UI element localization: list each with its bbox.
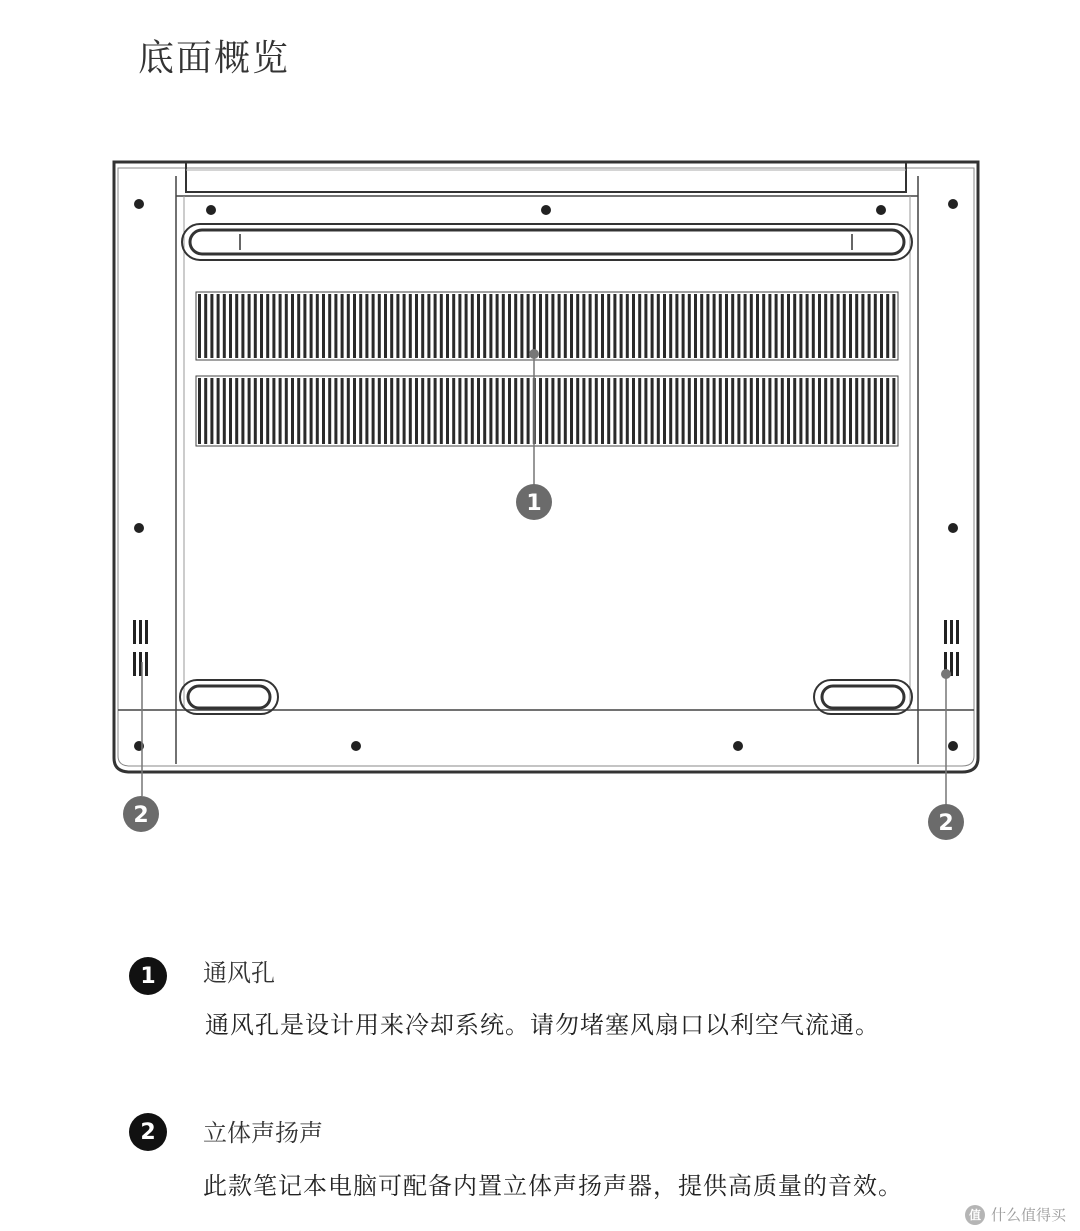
vent-slat xyxy=(384,378,387,444)
vent-slat xyxy=(768,378,771,444)
speaker-grille-right xyxy=(944,620,959,676)
vent-slat xyxy=(440,378,443,444)
vent-slat xyxy=(217,294,220,358)
vent-slat xyxy=(539,378,542,444)
legend-desc-vent: 通风孔是设计用来冷却系统。请勿堵塞风扇口以利空气流通。 xyxy=(205,1011,880,1039)
vent-slat xyxy=(353,294,356,358)
vent-slat xyxy=(204,294,207,358)
vent-slat xyxy=(458,378,461,444)
vent-slat xyxy=(254,294,257,358)
vent-slat xyxy=(409,378,412,444)
vent-slat xyxy=(744,294,747,358)
vent-slat xyxy=(830,378,833,444)
vent-slat xyxy=(260,294,263,358)
vent-slat xyxy=(638,378,641,444)
vent-slat xyxy=(787,294,790,358)
vent-slat xyxy=(688,294,691,358)
legend-badge-speaker: 2 xyxy=(129,1113,167,1151)
vent-slat xyxy=(589,378,592,444)
vent-slat xyxy=(558,294,561,358)
vent-slat xyxy=(589,294,592,358)
vent-slat xyxy=(235,294,238,358)
vent-slat xyxy=(595,378,598,444)
vent-slat xyxy=(775,378,778,444)
vent-slat xyxy=(768,294,771,358)
vent-slat xyxy=(706,378,709,444)
vent-slat xyxy=(514,378,517,444)
vent-slat xyxy=(663,294,666,358)
speaker-slot xyxy=(956,652,959,676)
vent-slat xyxy=(316,294,319,358)
vent-slat xyxy=(539,294,542,358)
vent-slat xyxy=(446,378,449,444)
vent-slat xyxy=(799,294,802,358)
vent-slat xyxy=(334,294,337,358)
speaker-slot xyxy=(145,652,148,676)
watermark xyxy=(965,1204,1066,1225)
vent-slat xyxy=(892,378,895,444)
vent-slat xyxy=(737,294,740,358)
vent-slat xyxy=(489,378,492,444)
vent-slat xyxy=(223,378,226,444)
vent-slat xyxy=(353,378,356,444)
vent-slat xyxy=(700,294,703,358)
vent-slat xyxy=(564,294,567,358)
vent-slat xyxy=(272,294,275,358)
svg-text:2: 2 xyxy=(938,811,954,836)
vent-slat xyxy=(775,294,778,358)
vent-slat xyxy=(520,378,523,444)
vent-slat xyxy=(651,294,654,358)
vent-slat xyxy=(229,378,232,444)
vent-slat xyxy=(861,294,864,358)
vent-grille-bottom xyxy=(196,376,898,446)
vent-slat xyxy=(886,294,889,358)
vent-slat xyxy=(403,378,406,444)
vent-slat xyxy=(297,294,300,358)
vent-slat xyxy=(824,294,827,358)
vent-slat xyxy=(744,378,747,444)
vent-slat xyxy=(731,294,734,358)
vent-slat xyxy=(892,294,895,358)
watermark-logo-icon: 值 xyxy=(965,1205,985,1225)
vent-slat xyxy=(483,294,486,358)
vent-slat xyxy=(415,378,418,444)
vent-slat xyxy=(465,378,468,444)
vent-slat xyxy=(731,378,734,444)
vent-slat xyxy=(762,378,765,444)
vent-slat xyxy=(607,378,610,444)
vent-slat xyxy=(359,378,362,444)
vent-slat xyxy=(874,378,877,444)
vent-slat xyxy=(291,294,294,358)
vent-slat xyxy=(291,378,294,444)
vent-slat xyxy=(626,378,629,444)
vent-slat xyxy=(260,378,263,444)
vent-slat xyxy=(613,294,616,358)
vent-slat xyxy=(235,378,238,444)
vent-slat xyxy=(359,294,362,358)
vent-slat xyxy=(855,294,858,358)
vent-slat xyxy=(750,294,753,358)
page-title: 底面概览 xyxy=(138,38,291,79)
vent-slat xyxy=(812,378,815,444)
vent-slat xyxy=(830,294,833,358)
vent-slat xyxy=(266,294,269,358)
vent-slat xyxy=(390,294,393,358)
vent-slat xyxy=(558,378,561,444)
vent-slat xyxy=(502,378,505,444)
vent-slat xyxy=(669,378,672,444)
vent-slat xyxy=(626,294,629,358)
legend-title-vent: 通风孔 xyxy=(203,959,275,987)
vent-slat xyxy=(440,294,443,358)
speaker-slot xyxy=(956,620,959,644)
vent-slat xyxy=(564,378,567,444)
vent-slat xyxy=(378,378,381,444)
vent-slat xyxy=(452,294,455,358)
vent-slat xyxy=(551,378,554,444)
vent-slat xyxy=(781,294,784,358)
vent-slat xyxy=(322,294,325,358)
vent-slat xyxy=(458,294,461,358)
vent-slat xyxy=(341,294,344,358)
vent-slat xyxy=(334,378,337,444)
vent-slat xyxy=(620,294,623,358)
vent-slat xyxy=(644,294,647,358)
vent-slat xyxy=(756,294,759,358)
vent-slat xyxy=(297,378,300,444)
vent-slat xyxy=(812,294,815,358)
vent-slat xyxy=(638,294,641,358)
vent-slat xyxy=(421,294,424,358)
vent-slat xyxy=(843,378,846,444)
vent-slat xyxy=(210,378,213,444)
vent-slat xyxy=(756,378,759,444)
vent-slat xyxy=(204,378,207,444)
screws xyxy=(134,199,958,751)
vent-slat xyxy=(365,378,368,444)
vent-slat xyxy=(682,294,685,358)
vent-slat xyxy=(737,378,740,444)
svg-text:2: 2 xyxy=(133,803,149,828)
vent-slat xyxy=(787,378,790,444)
vent-slat xyxy=(719,378,722,444)
vent-slat xyxy=(799,378,802,444)
speaker-slot xyxy=(139,620,142,644)
vent-slat xyxy=(762,294,765,358)
vent-slat xyxy=(198,378,201,444)
callout-speaker-left xyxy=(123,796,159,832)
vent-slat xyxy=(849,378,852,444)
vent-grille-top xyxy=(196,292,898,360)
vent-slat xyxy=(793,378,796,444)
bottom-panel xyxy=(118,176,974,764)
vent-slat xyxy=(508,294,511,358)
vent-slat xyxy=(328,378,331,444)
vent-slat xyxy=(285,378,288,444)
vent-slat xyxy=(675,378,678,444)
vent-slat xyxy=(861,378,864,444)
vent-slat xyxy=(527,294,530,358)
vent-slat xyxy=(806,378,809,444)
vent-slat xyxy=(886,378,889,444)
vent-slat xyxy=(427,294,430,358)
vent-slat xyxy=(266,378,269,444)
vent-slat xyxy=(384,294,387,358)
vent-slat xyxy=(868,294,871,358)
vent-slat xyxy=(248,378,251,444)
vent-slat xyxy=(694,294,697,358)
vent-slat xyxy=(310,378,313,444)
vent-slat xyxy=(837,294,840,358)
vent-slat xyxy=(719,294,722,358)
vent-slat xyxy=(409,294,412,358)
chassis-inner-edge xyxy=(118,168,974,766)
vent-slat xyxy=(576,294,579,358)
vent-slat xyxy=(396,294,399,358)
speaker-slot xyxy=(133,620,136,644)
vent-slat xyxy=(471,294,474,358)
vent-slat xyxy=(713,294,716,358)
vent-slat xyxy=(818,294,821,358)
vent-slat xyxy=(824,378,827,444)
vent-slat xyxy=(688,378,691,444)
vent-slat xyxy=(582,294,585,358)
vent-slat xyxy=(750,378,753,444)
vent-slat xyxy=(601,378,604,444)
vent-slat xyxy=(390,378,393,444)
vent-slat xyxy=(489,294,492,358)
vent-slat xyxy=(570,378,573,444)
vent-slat xyxy=(880,294,883,358)
vent-slat xyxy=(657,378,660,444)
vent-slat xyxy=(471,378,474,444)
vent-slat xyxy=(663,378,666,444)
vent-slat xyxy=(465,294,468,358)
vent-slat xyxy=(706,294,709,358)
vent-slat xyxy=(582,378,585,444)
vent-slat xyxy=(303,378,306,444)
vent-slat xyxy=(837,378,840,444)
speaker-slot xyxy=(944,620,947,644)
vent-slat xyxy=(713,378,716,444)
vent-slat xyxy=(806,294,809,358)
vent-slat xyxy=(632,378,635,444)
legend-title-speaker: 立体声扬声 xyxy=(203,1119,323,1147)
vent-slat xyxy=(303,294,306,358)
vent-slat xyxy=(669,294,672,358)
callout-vent xyxy=(516,484,552,520)
vent-slat xyxy=(682,378,685,444)
vent-slat xyxy=(613,378,616,444)
vent-slat xyxy=(725,294,728,358)
vent-slat xyxy=(272,378,275,444)
vent-slat xyxy=(378,294,381,358)
speaker-slot xyxy=(145,620,148,644)
vent-slat xyxy=(229,294,232,358)
vent-slat xyxy=(725,378,728,444)
vent-slat xyxy=(446,294,449,358)
vent-slat xyxy=(347,378,350,444)
vent-slat xyxy=(874,294,877,358)
vent-slat xyxy=(310,294,313,358)
vent-slat xyxy=(279,294,282,358)
vent-slat xyxy=(551,294,554,358)
vent-slat xyxy=(781,378,784,444)
vent-slat xyxy=(198,294,201,358)
speaker-slot xyxy=(133,652,136,676)
vent-slat xyxy=(576,378,579,444)
hinge-notch xyxy=(186,162,906,192)
vent-slat xyxy=(855,378,858,444)
vent-slat xyxy=(514,294,517,358)
vent-slat xyxy=(421,378,424,444)
vent-slat xyxy=(675,294,678,358)
vent-slat xyxy=(496,294,499,358)
legend-desc-speaker: 此款笔记本电脑可配备内置立体声扬声器，提供高质量的音效。 xyxy=(203,1172,903,1200)
vent-slat xyxy=(285,294,288,358)
vent-slat xyxy=(427,378,430,444)
vent-slat xyxy=(868,378,871,444)
vent-slat xyxy=(217,378,220,444)
vent-slat xyxy=(434,294,437,358)
vent-slat xyxy=(632,294,635,358)
vent-slat xyxy=(223,294,226,358)
vent-slat xyxy=(601,294,604,358)
watermark-text: 什么值得买 xyxy=(990,1206,1066,1224)
vent-slat xyxy=(248,294,251,358)
vent-slat xyxy=(210,294,213,358)
vent-slat xyxy=(365,294,368,358)
vent-slat xyxy=(396,378,399,444)
vent-slat xyxy=(651,378,654,444)
vent-slat xyxy=(483,378,486,444)
vent-slat xyxy=(644,378,647,444)
vent-slat xyxy=(620,378,623,444)
vent-slat xyxy=(657,294,660,358)
vent-slat xyxy=(403,294,406,358)
vent-slat xyxy=(700,378,703,444)
vent-slat xyxy=(254,378,257,444)
vent-slat xyxy=(347,294,350,358)
vent-slat xyxy=(545,294,548,358)
vent-slat xyxy=(452,378,455,444)
vent-slat xyxy=(843,294,846,358)
vent-slat xyxy=(533,294,536,358)
callout-speaker-right xyxy=(928,804,964,840)
legend-badge-vent: 1 xyxy=(129,957,167,995)
svg-text:1: 1 xyxy=(526,491,542,516)
vent-slat xyxy=(545,378,548,444)
vent-slat xyxy=(496,378,499,444)
vent-slat xyxy=(880,378,883,444)
vent-slat xyxy=(570,294,573,358)
vent-slat xyxy=(372,294,375,358)
vent-slat xyxy=(477,378,480,444)
vent-slat xyxy=(241,294,244,358)
vent-slat xyxy=(241,378,244,444)
vent-slat xyxy=(607,294,610,358)
vent-slat xyxy=(341,378,344,444)
vent-slat xyxy=(372,378,375,444)
vent-slat xyxy=(477,294,480,358)
vent-slat xyxy=(527,378,530,444)
vent-slat xyxy=(415,294,418,358)
vent-slat xyxy=(849,294,852,358)
vent-slat xyxy=(818,378,821,444)
vent-slat xyxy=(520,294,523,358)
vent-slat xyxy=(322,378,325,444)
vent-slat xyxy=(502,294,505,358)
vent-slat xyxy=(508,378,511,444)
vent-slat xyxy=(793,294,796,358)
vent-slat xyxy=(595,294,598,358)
vent-slat xyxy=(434,378,437,444)
vent-slat xyxy=(694,378,697,444)
vent-slat xyxy=(316,378,319,444)
vent-slat xyxy=(328,294,331,358)
speaker-grille-left xyxy=(133,620,148,676)
vent-slat xyxy=(279,378,282,444)
speaker-slot xyxy=(950,620,953,644)
